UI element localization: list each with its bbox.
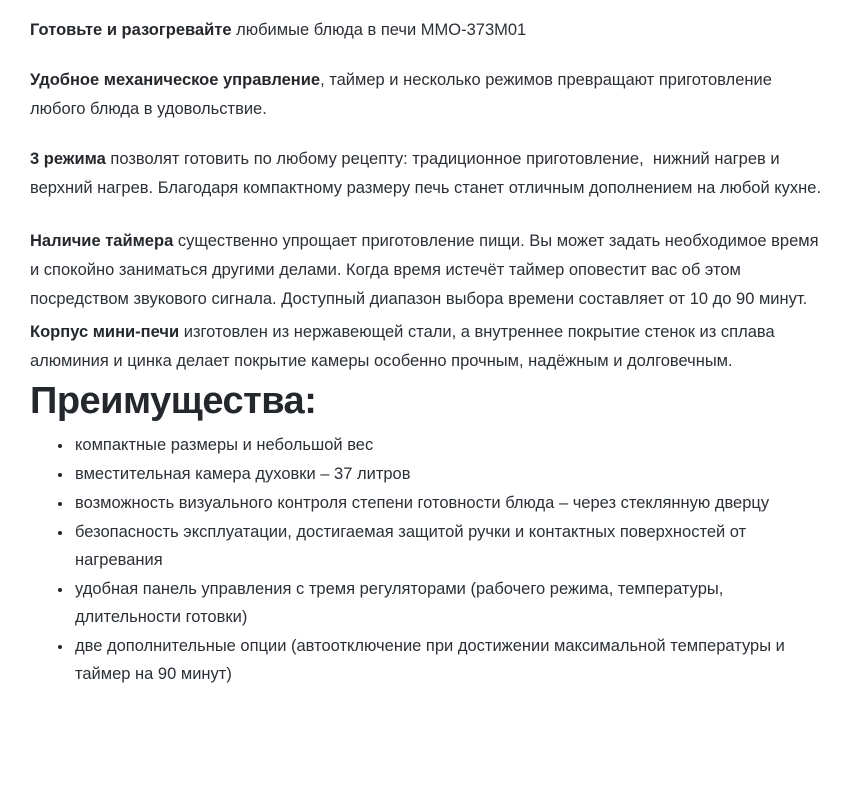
intro-paragraph	[30, 16, 822, 45]
modes-paragraph	[30, 145, 822, 203]
body-material-paragraph-text: изготовлен из нержавеющей стали, а внутреннее покрытие стенок из сплава алюминия и цинка делает покрытие камеры особенно прочным, надёжным и долговечным.	[30, 323, 780, 370]
timer-paragraph-text: существенно упрощает приготовление пищи. Вы может задать необходимое время и спокойно заниматься другими делами. Когда время истечёт таймер оповестит вас об этом посредством звукового сигнала. Доступный диапазон выбора времени составляет от 10 до 90 минут.	[30, 232, 824, 308]
list-item: • две дополнительные опции (автоотключение при достижении максимальной температуры и таймер на 90 минут)	[73, 632, 822, 688]
body-material-paragraph	[30, 318, 822, 376]
intro-paragraph-lead: Готовьте и разогревайте	[30, 21, 232, 39]
body-material-paragraph-lead: Корпус мини-печи	[30, 323, 180, 341]
timer-paragraph-lead: Наличие таймера	[30, 232, 174, 250]
advantages-list	[30, 431, 822, 688]
list-item: • компактные размеры и небольшой вес	[73, 431, 822, 459]
advantages-heading: Преимущества:	[30, 380, 317, 422]
controls-paragraph	[30, 66, 822, 124]
list-item: • возможность визуального контроля степени готовности блюда – через стеклянную дверцу	[73, 489, 822, 517]
controls-paragraph-text: , таймер и несколько режимов превращают приготовление любого блюда в удовольствие.	[30, 71, 777, 118]
controls-paragraph-lead: Удобное механическое управление	[30, 71, 321, 89]
list-item: • безопасность эксплуатации, достигаемая защитой ручки и контактных поверхностей от нагревания	[73, 518, 822, 574]
modes-paragraph-lead: 3 режима	[30, 150, 106, 168]
list-item: • вместительная камера духовки – 37 литров	[73, 460, 822, 488]
list-item: • удобная панель управления с тремя регуляторами (рабочего режима, температуры, длительности готовки)	[73, 575, 822, 631]
modes-paragraph-text: позволят готовить по любому рецепту: традиционное приготовление, нижний нагрев и верхний нагрев. Благодаря компактному размеру печь станет отличным дополнением на любой кухне.	[30, 150, 822, 197]
timer-paragraph	[30, 227, 822, 314]
intro-paragraph-text: любимые блюда в печи ММО-373М01	[231, 21, 527, 39]
